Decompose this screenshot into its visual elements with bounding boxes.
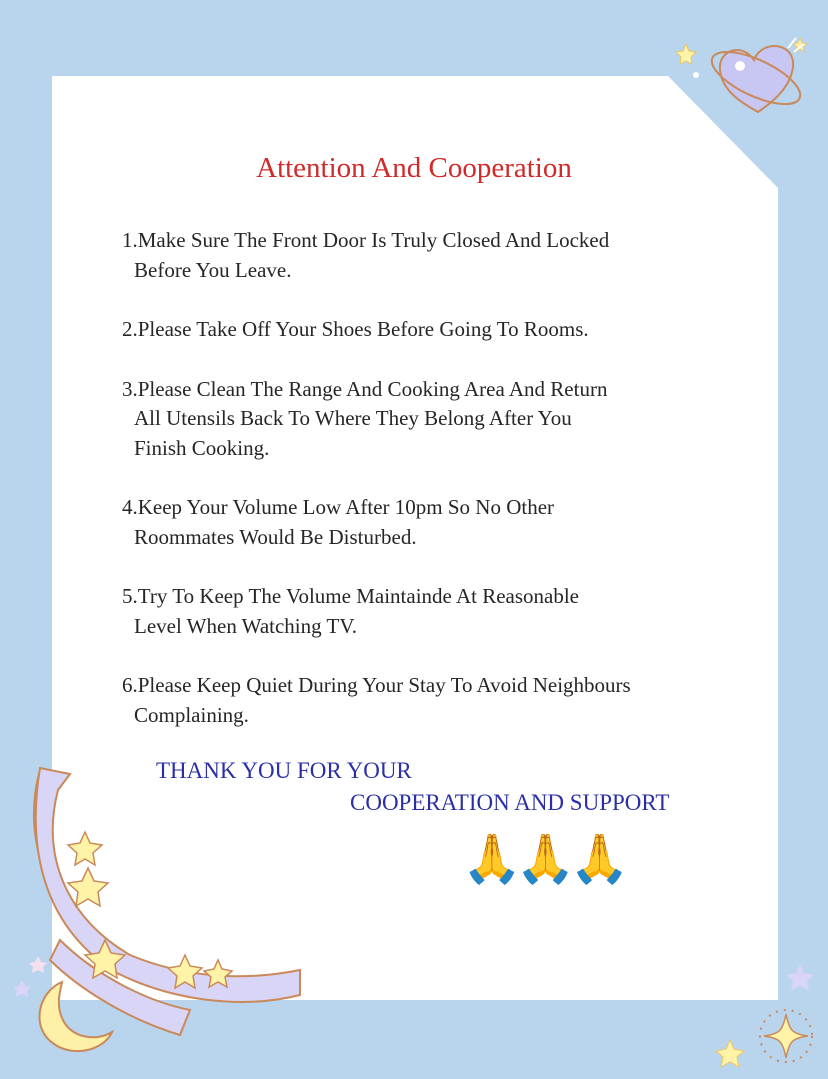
praying-hands-icon: 🙏🙏🙏: [462, 833, 624, 886]
rule-line: Finish Cooking.: [134, 435, 270, 460]
thank-you-line-1: THANK YOU FOR YOUR: [156, 758, 412, 783]
sparkle-decoration-icon: [700, 950, 828, 1079]
thank-you-line-2: COOPERATION AND SUPPORT: [350, 790, 670, 815]
rule-line: 6.Please Keep Quiet During Your Stay To Avoid Neighbours: [122, 673, 631, 697]
rule-item: [122, 226, 722, 285]
rule-line: Roommates Would Be Disturbed.: [134, 524, 417, 549]
star-icon: [676, 44, 696, 64]
rule-item: [122, 315, 722, 345]
rule-item: [122, 493, 722, 552]
rules-list: [122, 226, 722, 760]
rule-line: Complaining.: [134, 702, 249, 727]
rule-line: All Utensils Back To Where They Belong After You: [134, 406, 572, 430]
ribbon-moon-decoration-icon: [0, 760, 320, 1079]
rule-line: Level When Watching TV.: [134, 613, 358, 638]
rule-item: [122, 375, 722, 464]
rule-item: [122, 671, 722, 730]
rule-line: 3.Please Clean The Range And Cooking Area And Return: [122, 376, 608, 401]
rule-line: Before You Leave.: [134, 257, 292, 282]
rule-line: 5.Try To Keep The Volume Maintainde At Reasonable: [122, 584, 579, 608]
rule-line: 4.Keep Your Volume Low After 10pm So No Other: [122, 495, 555, 519]
rule-line: 2.Please Take Off Your Shoes Before Going To Rooms.: [122, 317, 589, 341]
heart-decoration-icon: [660, 20, 828, 140]
rule-item: [122, 582, 722, 641]
page-title: Attention And Cooperation: [256, 152, 572, 184]
rule-line: 1.Make Sure The Front Door Is Truly Closed And Locked: [122, 228, 610, 252]
